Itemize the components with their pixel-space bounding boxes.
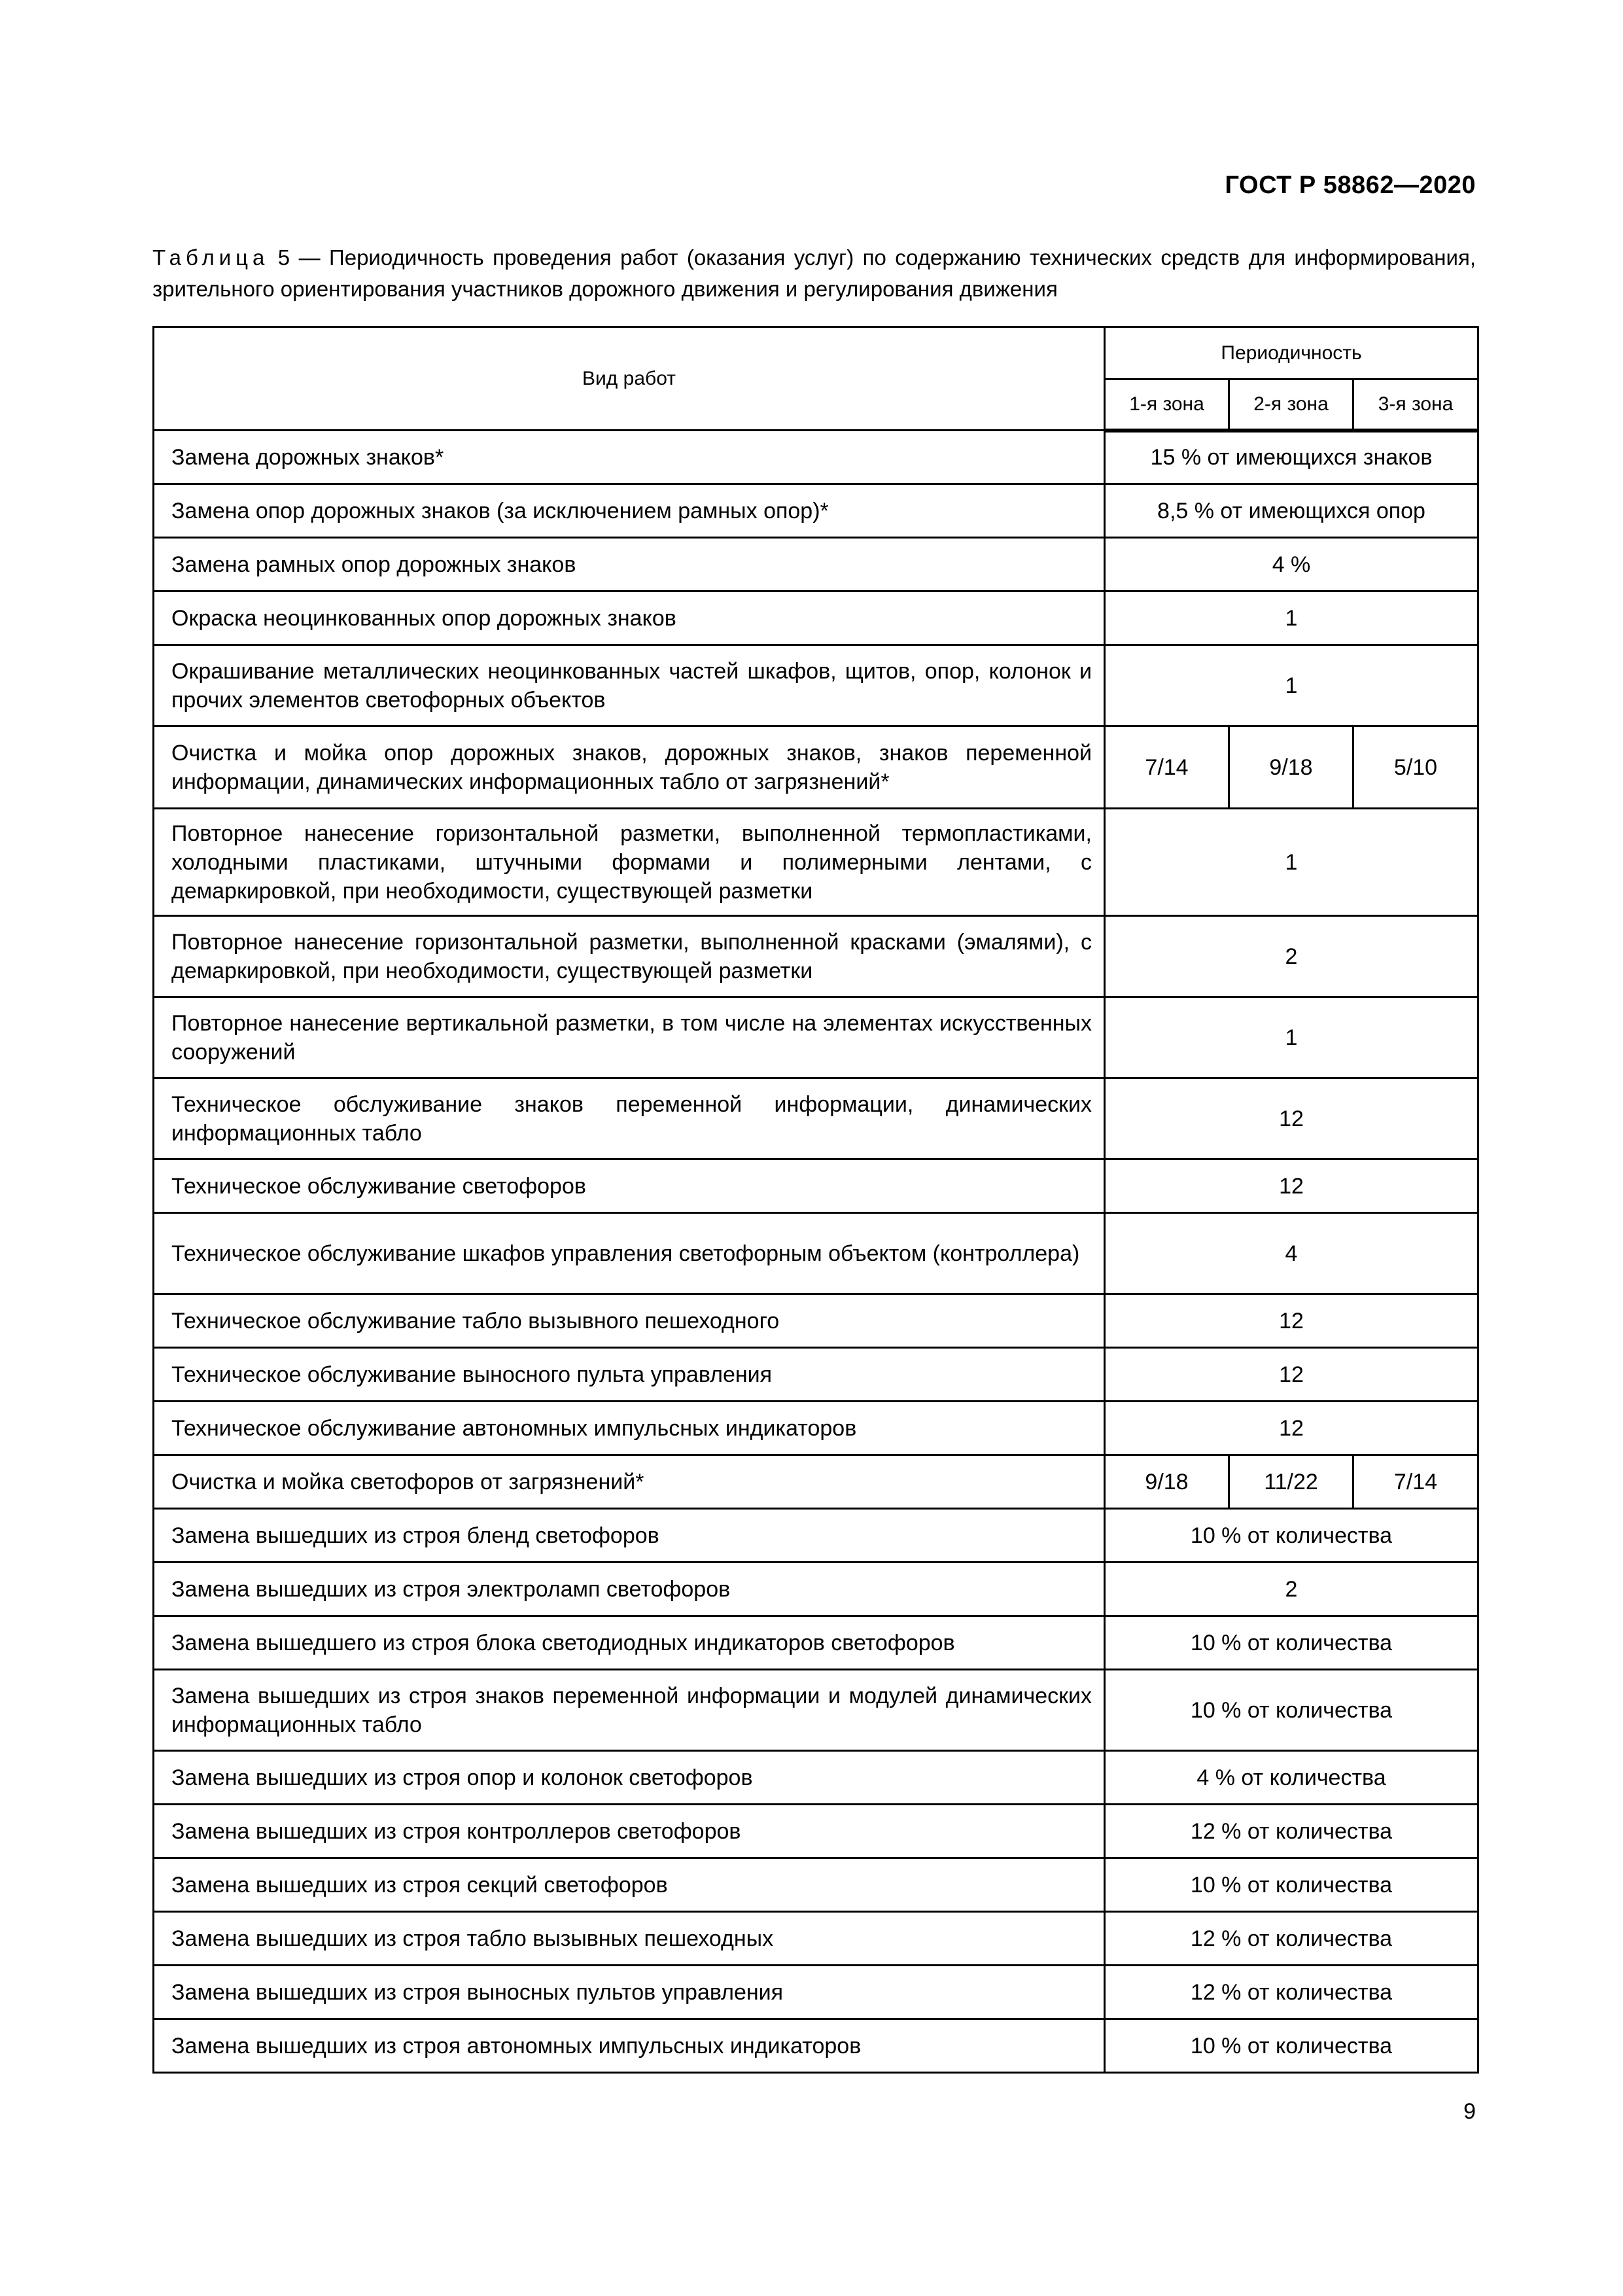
column-header-periodicity: Периодичность (1105, 327, 1478, 380)
work-type-cell: Замена вышедших из строя контроллеров светофоров (154, 1805, 1105, 1858)
periodicity-table (152, 326, 1479, 2074)
page-number: 9 (1463, 2099, 1476, 2124)
work-type-cell: Замена опор дорожных знаков (за исключением рамных опор)* (154, 484, 1105, 538)
periodicity-cell: 1 (1105, 809, 1478, 916)
periodicity-cell: 4 (1105, 1213, 1478, 1294)
work-type-cell: Замена вышедших из строя опор и колонок светофоров (154, 1751, 1105, 1805)
work-type-cell: Техническое обслуживание табло вызывного пешеходного (154, 1294, 1105, 1348)
table-caption-text: 5 — Периодичность проведения работ (оказания услуг) по содержанию технических средств для информирования, зрительного ориентирования участников дорожного движения и регулирования движения (152, 245, 1476, 301)
zone-1-cell: 9/18 (1105, 1455, 1229, 1509)
column-header-zone-3: 3-я зона (1353, 380, 1478, 431)
periodicity-cell: 10 % от количества (1105, 2019, 1478, 2073)
table-row (154, 1213, 1478, 1294)
zone-3-cell: 7/14 (1353, 1455, 1478, 1509)
table-row (154, 1455, 1478, 1509)
work-type-cell: Окраска неоцинкованных опор дорожных знаков (154, 592, 1105, 645)
column-header-zone-1: 1-я зона (1105, 380, 1229, 431)
table-row (154, 1563, 1478, 1616)
table-row (154, 1670, 1478, 1751)
table-row (154, 1402, 1478, 1455)
periodicity-cell: 4 % (1105, 538, 1478, 592)
column-header-zone-2: 2-я зона (1229, 380, 1353, 431)
periodicity-cell: 12 (1105, 1402, 1478, 1455)
work-type-cell: Техническое обслуживание выносного пульта управления (154, 1348, 1105, 1402)
work-type-cell: Очистка и мойка опор дорожных знаков, дорожных знаков, знаков переменной информации, динамических информационных табло от загрязнений* (154, 726, 1105, 809)
table-row (154, 726, 1478, 809)
work-type-cell: Техническое обслуживание светофоров (154, 1159, 1105, 1213)
periodicity-cell: 4 % от количества (1105, 1751, 1478, 1805)
periodicity-cell: 15 % от имеющихся знаков (1105, 431, 1478, 484)
work-type-cell: Окрашивание металлических неоцинкованных частей шкафов, щитов, опор, колонок и прочих элементов светофорных объектов (154, 645, 1105, 726)
work-type-cell: Замена вышедших из строя автономных импульсных индикаторов (154, 2019, 1105, 2073)
table-row (154, 1348, 1478, 1402)
table-row (154, 431, 1478, 484)
table-row (154, 592, 1478, 645)
work-type-cell: Замена рамных опор дорожных знаков (154, 538, 1105, 592)
zone-3-cell: 5/10 (1353, 726, 1478, 809)
work-type-cell: Замена вышедших из строя табло вызывных пешеходных (154, 1912, 1105, 1966)
work-type-cell: Очистка и мойка светофоров от загрязнений* (154, 1455, 1105, 1509)
table-row (154, 1751, 1478, 1805)
table-row (154, 1805, 1478, 1858)
work-type-cell: Техническое обслуживание знаков переменной информации, динамических информационных табло (154, 1078, 1105, 1159)
work-type-cell: Замена вышедших из строя бленд светофоров (154, 1509, 1105, 1563)
zone-2-cell: 11/22 (1229, 1455, 1353, 1509)
column-header-work-type: Вид работ (154, 327, 1105, 431)
table-row (154, 484, 1478, 538)
periodicity-cell: 12 (1105, 1294, 1478, 1348)
table-row (154, 809, 1478, 916)
table-row (154, 1616, 1478, 1670)
work-type-cell: Замена вышедшего из строя блока светодиодных индикаторов светофоров (154, 1616, 1105, 1670)
table-row (154, 2019, 1478, 2073)
periodicity-cell: 12 (1105, 1348, 1478, 1402)
periodicity-cell: 2 (1105, 916, 1478, 997)
periodicity-cell: 10 % от количества (1105, 1509, 1478, 1563)
periodicity-cell: 1 (1105, 997, 1478, 1078)
periodicity-cell: 1 (1105, 645, 1478, 726)
periodicity-cell: 10 % от количества (1105, 1616, 1478, 1670)
work-type-cell: Замена вышедших из строя выносных пультов управления (154, 1966, 1105, 2019)
periodicity-cell: 12 (1105, 1159, 1478, 1213)
work-type-cell: Замена дорожных знаков* (154, 431, 1105, 484)
work-type-cell: Повторное нанесение горизонтальной разметки, выполненной красками (эмалями), с демаркировкой, при необходимости, существующей разметки (154, 916, 1105, 997)
work-type-cell: Замена вышедших из строя знаков переменной информации и модулей динамических информационных табло (154, 1670, 1105, 1751)
work-type-cell: Техническое обслуживание шкафов управления светофорным объектом (контроллера) (154, 1213, 1105, 1294)
periodicity-cell: 10 % от количества (1105, 1858, 1478, 1912)
table-row (154, 1294, 1478, 1348)
periodicity-cell: 12 (1105, 1078, 1478, 1159)
periodicity-cell: 10 % от количества (1105, 1670, 1478, 1751)
periodicity-cell: 8,5 % от имеющихся опор (1105, 484, 1478, 538)
table-row (154, 1912, 1478, 1966)
table-row (154, 997, 1478, 1078)
periodicity-cell: 12 % от количества (1105, 1805, 1478, 1858)
zone-2-cell: 9/18 (1229, 726, 1353, 809)
periodicity-cell: 1 (1105, 592, 1478, 645)
work-type-cell: Повторное нанесение вертикальной разметки, в том числе на элементах искусственных сооружений (154, 997, 1105, 1078)
table-caption-label: Таблица (152, 245, 270, 270)
table-row (154, 1159, 1478, 1213)
periodicity-cell: 12 % от количества (1105, 1912, 1478, 1966)
work-type-cell: Замена вышедших из строя электроламп светофоров (154, 1563, 1105, 1616)
work-type-cell: Замена вышедших из строя секций светофоров (154, 1858, 1105, 1912)
table-row (154, 538, 1478, 592)
work-type-cell: Повторное нанесение горизонтальной разметки, выполненной термопластиками, холодными пластиками, штучными формами и полимерными лентами, с демаркировкой, при необходимости, существующей разметки (154, 809, 1105, 916)
table-row (154, 916, 1478, 997)
table-row (154, 1078, 1478, 1159)
table-caption (152, 242, 1476, 305)
document-code: ГОСТ Р 58862—2020 (1225, 171, 1476, 199)
zone-1-cell: 7/14 (1105, 726, 1229, 809)
work-type-cell: Техническое обслуживание автономных импульсных индикаторов (154, 1402, 1105, 1455)
table-body (154, 431, 1478, 2073)
periodicity-cell: 12 % от количества (1105, 1966, 1478, 2019)
table-row (154, 645, 1478, 726)
periodicity-cell: 2 (1105, 1563, 1478, 1616)
table-row (154, 1858, 1478, 1912)
table-row (154, 1966, 1478, 2019)
table-row (154, 1509, 1478, 1563)
